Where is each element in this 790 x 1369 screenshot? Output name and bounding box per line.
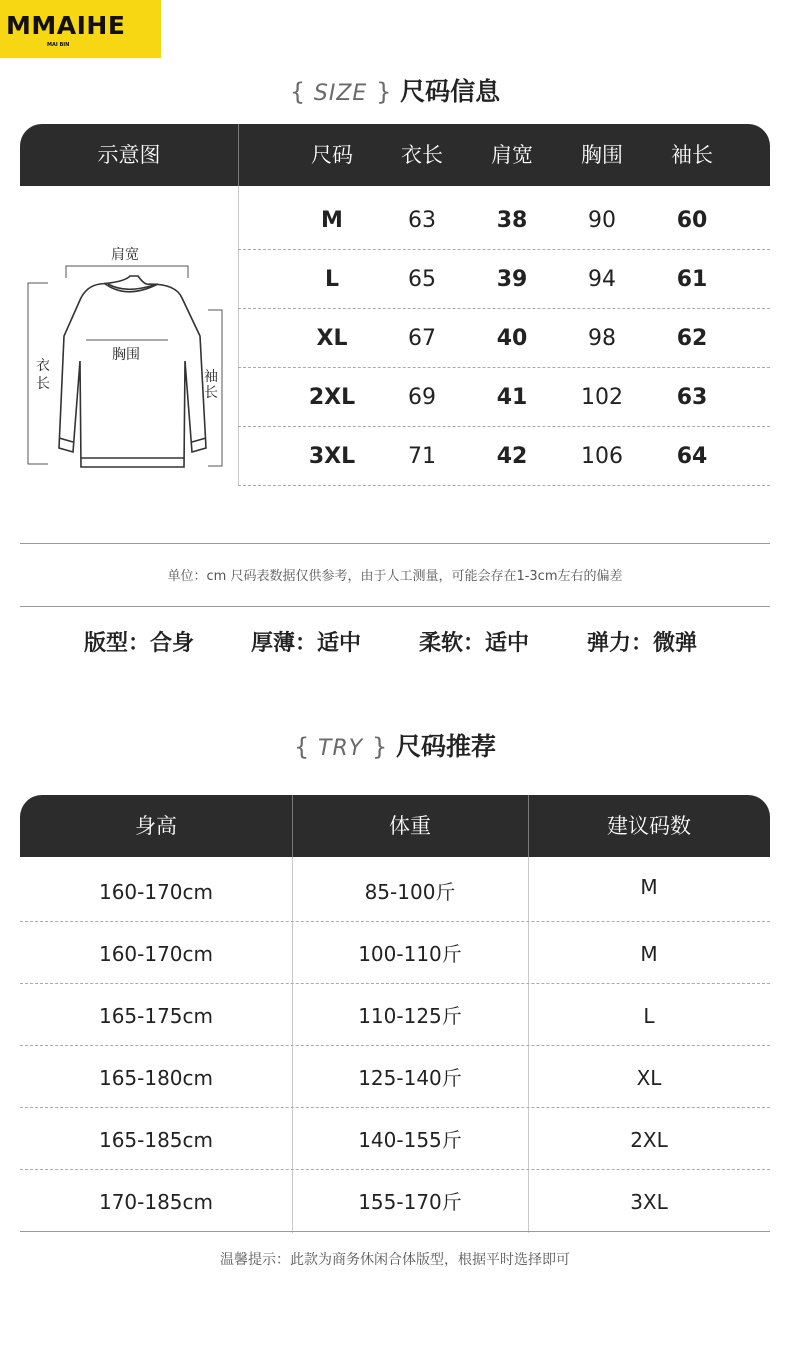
footer-note: 温馨提示：此款为商务休闲合体版型，根据平时选择即可 [220,1252,570,1268]
cell-height: 165-175cm [98,1004,214,1028]
cell-shoulder: 41 [496,385,528,410]
header-length: 衣长 [401,143,443,167]
cell-length: 69 [408,385,436,410]
cell-weight: 110-125斤 [358,1004,462,1028]
size-row [238,426,770,486]
label-sleeve-2: 长 [204,385,218,401]
try-row [20,859,770,922]
size-row [238,367,770,427]
label-length-2: 长 [36,376,50,392]
cell-suggested-size: XL [636,1066,662,1090]
header-chest: 胸围 [581,143,623,167]
size-section-tag: SIZE [313,81,368,106]
cell-weight: 140-155斤 [358,1128,462,1152]
cell-sleeve: 63 [676,385,708,410]
attr-softness: 柔软：适中 [419,631,530,656]
label-length-1: 衣 [36,358,50,374]
header-divider [238,124,239,186]
label-sleeve-1: 袖 [204,369,218,385]
cell-weight: 85-100斤 [364,880,456,904]
try-row [20,1169,770,1232]
header-sleeve: 袖长 [671,143,713,167]
try-section-heading: 尺码推荐 [395,732,496,761]
header-height: 身高 [135,814,177,838]
try-section-title: { TRY } 尺码推荐 [294,732,496,761]
try-row [20,1107,770,1170]
cell-chest: 106 [581,444,623,469]
size-row [238,190,770,250]
cell-weight: 155-170斤 [358,1190,462,1214]
cell-height: 160-170cm [98,880,214,904]
cell-length: 67 [408,326,436,351]
sweater-outline [59,276,206,467]
cell-shoulder: 42 [496,444,528,469]
attr-elasticity: 弹力：微弹 [587,631,698,656]
cell-chest: 94 [588,267,616,292]
divider [20,606,770,607]
try-table-header [20,795,770,857]
cell-length: 63 [408,208,436,233]
cell-chest: 90 [588,208,616,233]
attr-fit: 版型：合身 [84,631,195,656]
cell-sleeve: 61 [676,267,708,292]
attr-thickness: 厚薄：适中 [251,631,362,656]
fabric-attributes [0,626,790,662]
cell-shoulder: 39 [496,267,528,292]
cell-shoulder: 40 [496,326,528,351]
cell-suggested-size: 2XL [630,1128,668,1152]
header-suggested-size: 建议码数 [607,814,691,838]
cell-shoulder: 38 [496,208,528,233]
header-shoulder: 肩宽 [491,143,533,167]
try-row [20,1045,770,1108]
divider [20,543,770,544]
logo-subtext: MAI BIN [47,42,70,48]
cell-suggested-size: M [640,875,658,899]
header-diagram: 示意图 [97,143,161,167]
cell-height: 160-170cm [98,942,214,966]
cell-weight: 125-140斤 [358,1066,462,1090]
size-section-title: { SIZE } 尺码信息 [289,77,501,106]
cell-sleeve: 62 [676,326,708,351]
try-row [20,983,770,1046]
label-chest: 胸围 [112,347,140,363]
size-table-header [20,124,770,186]
size-row [238,249,770,309]
cell-height: 165-185cm [98,1128,214,1152]
cell-suggested-size: M [640,942,658,966]
size-section-heading: 尺码信息 [400,77,501,106]
unit-note: 单位：cm 尺码表数据仅供参考，由于人工测量，可能会存在1-3cm左右的偏差 [167,569,623,584]
label-shoulder: 肩宽 [111,247,139,263]
cell-size: XL [316,326,348,351]
header-size: 尺码 [311,143,353,167]
cell-height: 170-185cm [98,1190,214,1214]
cell-size: 2XL [308,385,356,410]
logo-mark: M [6,11,32,40]
cell-size: 3XL [308,444,356,469]
try-row [20,921,770,984]
cell-sleeve: 60 [676,208,708,233]
cell-height: 165-180cm [98,1066,214,1090]
cell-sleeve: 64 [676,444,708,469]
header-weight: 体重 [389,814,431,838]
cell-length: 65 [408,267,436,292]
cell-size: M [321,208,343,233]
cell-length: 71 [408,444,436,469]
cell-chest: 98 [588,326,616,351]
brand-logo [0,0,161,58]
size-row [238,308,770,368]
cell-size: L [324,267,340,292]
cell-weight: 100-110斤 [358,942,462,966]
shoulder-measure-line [66,266,188,278]
cell-chest: 102 [581,385,623,410]
cell-suggested-size: 3XL [630,1190,668,1214]
try-section-tag: TRY [318,736,364,761]
logo-text: MAIHE [31,11,126,40]
sweater-diagram [20,186,236,486]
logo-wordmark [6,11,125,40]
cell-suggested-size: L [643,1004,655,1028]
